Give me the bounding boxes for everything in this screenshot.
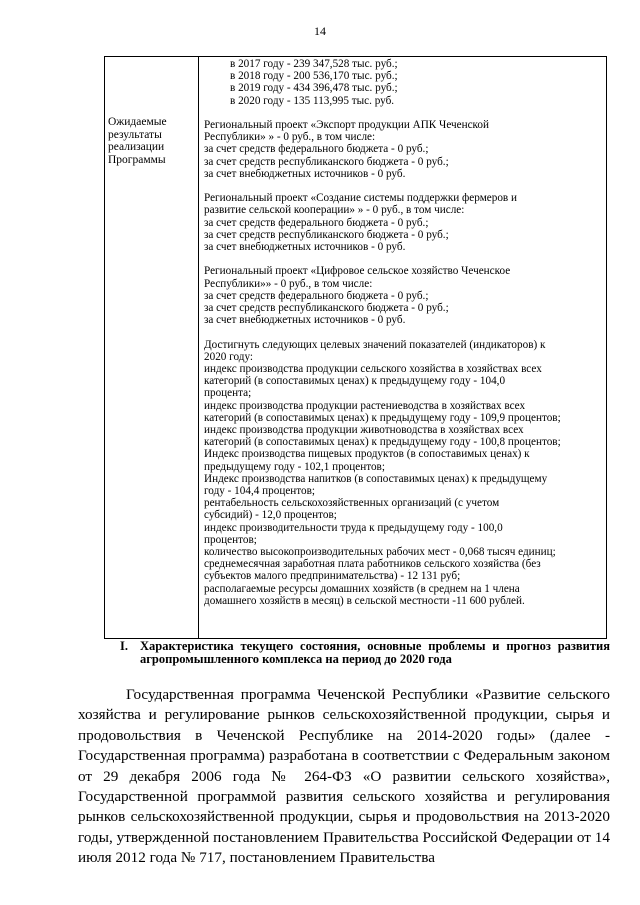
indicator-line: индекс производства продукции животноводства в хозяйствах всех: [204, 424, 524, 437]
indicator-line: индекс производства продукции растениеводства в хозяйствах всех: [204, 399, 526, 412]
project-line: развитие сельской кооперации» » - 0 руб., в том числе:: [204, 204, 465, 217]
indicator-line: категорий (в сопоставимых ценах) к предыдущему году - 109,9 процентов;: [204, 411, 561, 424]
paragraph-text: Государственная программа Чеченской Республики «Развитие сельского хозяйства и регулирование рынков сельскохозяйственной продукции, сырья и продовольствия в Чеченской Республике на 2014-2020 годы» (далее - Государственная программа) разработана в соответствии с Федеральным законом от 29 декабря 2006 года № 264-ФЗ «О развитии сельского хозяйства», Государственной программой развития сельского хозяйства и регулирования рынков сельскохозяйственной продукции, сырья и продовольствия на 2013-2020 годы, утвержденной постановлением Правительства Российской Федерации от 14 июля 2012 года № 717, постановлением Правительства: [78, 686, 610, 867]
indicator-line: количество высокопроизводительных рабочих мест - 0,068 тысяч единиц;: [204, 546, 556, 559]
indicator-line: категорий (в сопоставимых ценах) к предыдущему году - 100,8 процентов;: [204, 436, 561, 449]
page-number: 14: [314, 24, 326, 38]
indicator-line: индекс производительности труда к предыдущему году - 100,0: [204, 521, 503, 534]
indicator-line: домашнего хозяйств в месяц) в сельской местности -11 600 рублей.: [204, 594, 525, 607]
indicator-line: году - 104,4 процентов;: [204, 485, 315, 498]
table-column-divider: [198, 56, 199, 639]
indicator-line: 2020 году:: [204, 350, 253, 363]
project-line: Региональный проект «Экспорт продукции АПК Чеченской: [204, 119, 489, 131]
indicator-line: рентабельность сельскохозяйственных организаций (с учетом: [204, 497, 500, 510]
project-line: Региональный проект «Цифровое сельское хозяйство Чеченское: [204, 265, 511, 278]
funding-line: в 2018 году - 200 536,170 тыс. руб.;: [230, 70, 398, 83]
label-line: Программы: [108, 153, 166, 166]
project-line: за счет средств республиканского бюджета - 0 руб.;: [204, 302, 449, 315]
label-line: результаты: [108, 128, 162, 141]
funding-years: [204, 58, 604, 107]
indicators: [204, 339, 604, 607]
project-line: Региональный проект «Создание системы поддержки фермеров и: [204, 192, 517, 205]
indicator-line: процента;: [204, 387, 252, 400]
project-digital: [204, 265, 604, 326]
project-line: Республики» » - 0 руб., в том числе:: [204, 131, 376, 144]
funding-line: в 2017 году - 239 347,528 тыс. руб.;: [230, 58, 398, 70]
indicator-line: предыдущему году - 102,1 процентов;: [204, 460, 385, 473]
section-title: Характеристика текущего состояния, основные проблемы и прогноз развития агропромышленного комплекса на период до 2020 года: [140, 639, 610, 666]
project-export: [204, 119, 604, 180]
indicator-line: Индекс производства напитков (в сопоставимых ценах) к предыдущему: [204, 472, 548, 485]
indicator-line: процентов;: [204, 533, 257, 546]
label-line: реализации: [108, 141, 165, 153]
project-farmers: [204, 192, 604, 253]
indicator-line: располагаемые ресурсы домашних хозяйств (в среднем на 1 члена: [204, 582, 520, 595]
indicator-line: Индекс производства пищевых продуктов (в сопоставимых ценах) к: [204, 448, 530, 461]
project-line: за счет внебюджетных источников - 0 руб.: [204, 314, 406, 327]
project-line: за счет внебюджетных источников - 0 руб.: [204, 167, 406, 180]
project-line: Республики»» - 0 руб., в том числе:: [204, 277, 373, 290]
table-row-label: [108, 116, 198, 166]
indicator-line: Достигнуть следующих целевых значений показателей (индикаторов) к: [204, 338, 546, 351]
indicator-line: субсидий) - 12,0 процентов;: [204, 509, 337, 522]
section-number: I.: [120, 639, 128, 653]
project-line: за счет средств федерального бюджета - 0 руб.;: [204, 143, 429, 156]
project-line: за счет средств федерального бюджета - 0 руб.;: [204, 289, 429, 302]
indicator-line: категорий (в сопоставимых ценах) к предыдущему году - 104,0: [204, 375, 506, 388]
funding-line: в 2020 году - 135 113,995 тыс. руб.: [230, 94, 395, 107]
body-paragraph: [78, 685, 610, 869]
indicator-line: среднемесячная заработная плата работников сельского хозяйства (без: [204, 558, 541, 571]
indicator-line: субъектов малого предпринимательства) - 12 131 руб;: [204, 570, 461, 583]
project-line: за счет средств федерального бюджета - 0 руб.;: [204, 216, 429, 229]
label-line: Ожидаемые: [108, 116, 167, 128]
project-line: за счет средств республиканского бюджета - 0 руб.;: [204, 155, 449, 168]
table-content-cell: [204, 58, 604, 607]
project-line: за счет внебюджетных источников - 0 руб.: [204, 241, 406, 254]
project-line: за счет средств республиканского бюджета - 0 руб.;: [204, 228, 449, 241]
funding-line: в 2019 году - 434 396,478 тыс. руб.;: [230, 82, 398, 95]
section-heading: [120, 640, 610, 666]
indicator-line: индекс производства продукции сельского хозяйства в хозяйствах всех: [204, 363, 542, 376]
